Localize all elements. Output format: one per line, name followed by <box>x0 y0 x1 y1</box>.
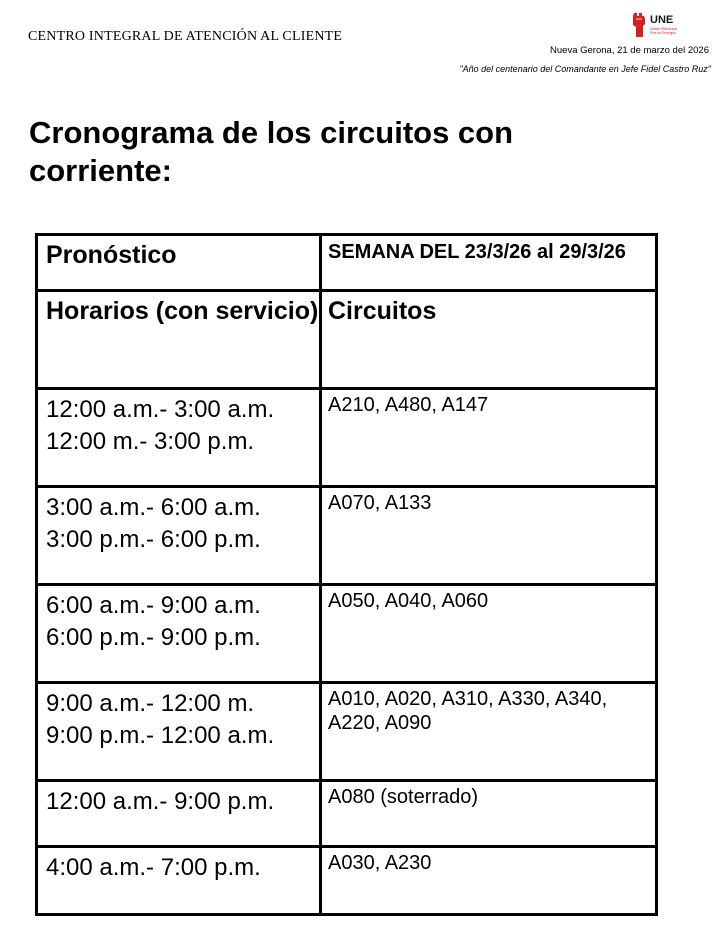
hours-cell <box>37 487 321 585</box>
hours-cell <box>37 781 321 847</box>
circuits-cell: A050, A040, A060 <box>321 585 657 683</box>
circuits-cell: A030, A230 <box>321 847 657 915</box>
hours-cell <box>37 389 321 487</box>
hours-line: 12:00 a.m.- 9:00 p.m. <box>46 788 275 815</box>
hours-line: 3:00 p.m.- 6:00 p.m. <box>46 526 261 553</box>
table-row <box>37 585 657 683</box>
table-header-row <box>37 235 657 291</box>
logo-tagline: Unión Eléctrica Por la Energía <box>650 26 677 36</box>
circuits-cell: A010, A020, A310, A330, A340, A220, A090 <box>321 683 657 781</box>
hours-cell <box>37 585 321 683</box>
forecast-label: Pronóstico <box>37 235 321 291</box>
une-logo <box>631 10 681 44</box>
hours-line: 12:00 m.- 3:00 p.m. <box>46 428 255 455</box>
table-row <box>37 683 657 781</box>
hours-column-header: Horarios (con servicio) <box>37 291 321 389</box>
place-date: Nueva Gerona, 21 de marzo del 2026 <box>550 45 709 56</box>
table-header-row <box>37 291 657 389</box>
circuits-cell: A070, A133 <box>321 487 657 585</box>
hours-line: 9:00 a.m.- 12:00 m. <box>46 690 255 717</box>
hours-line: 3:00 a.m.- 6:00 a.m. <box>46 494 261 521</box>
page-title: Cronograma de los circuitos con corriente: <box>29 115 514 188</box>
circuit-schedule-table <box>35 233 658 916</box>
motto: "Año del centenario del Comandante en Jefe Fidel Castro Ruz" <box>459 64 711 74</box>
hours-line: 6:00 a.m.- 9:00 a.m. <box>46 592 261 619</box>
week-label: SEMANA DEL 23/3/26 al 29/3/26 <box>321 235 657 291</box>
table-row <box>37 389 657 487</box>
table-row <box>37 847 657 915</box>
hours-line: 6:00 p.m.- 9:00 p.m. <box>46 624 261 651</box>
table-row <box>37 487 657 585</box>
hours-cell <box>37 683 321 781</box>
organization-title: CENTRO INTEGRAL DE ATENCIÓN AL CLIENTE <box>28 29 343 44</box>
circuits-column-header: Circuitos <box>321 291 657 389</box>
circuits-cell: A080 (soterrado) <box>321 781 657 847</box>
circuits-cell: A210, A480, A147 <box>321 389 657 487</box>
hours-line: 4:00 a.m.- 7:00 p.m. <box>46 854 261 881</box>
hours-line: 9:00 p.m.- 12:00 a.m. <box>46 722 275 749</box>
table-row <box>37 781 657 847</box>
raised-fist-icon <box>631 12 647 38</box>
hours-cell <box>37 847 321 915</box>
logo-name: UNE <box>650 14 674 26</box>
hours-line: 12:00 a.m.- 3:00 a.m. <box>46 396 275 423</box>
